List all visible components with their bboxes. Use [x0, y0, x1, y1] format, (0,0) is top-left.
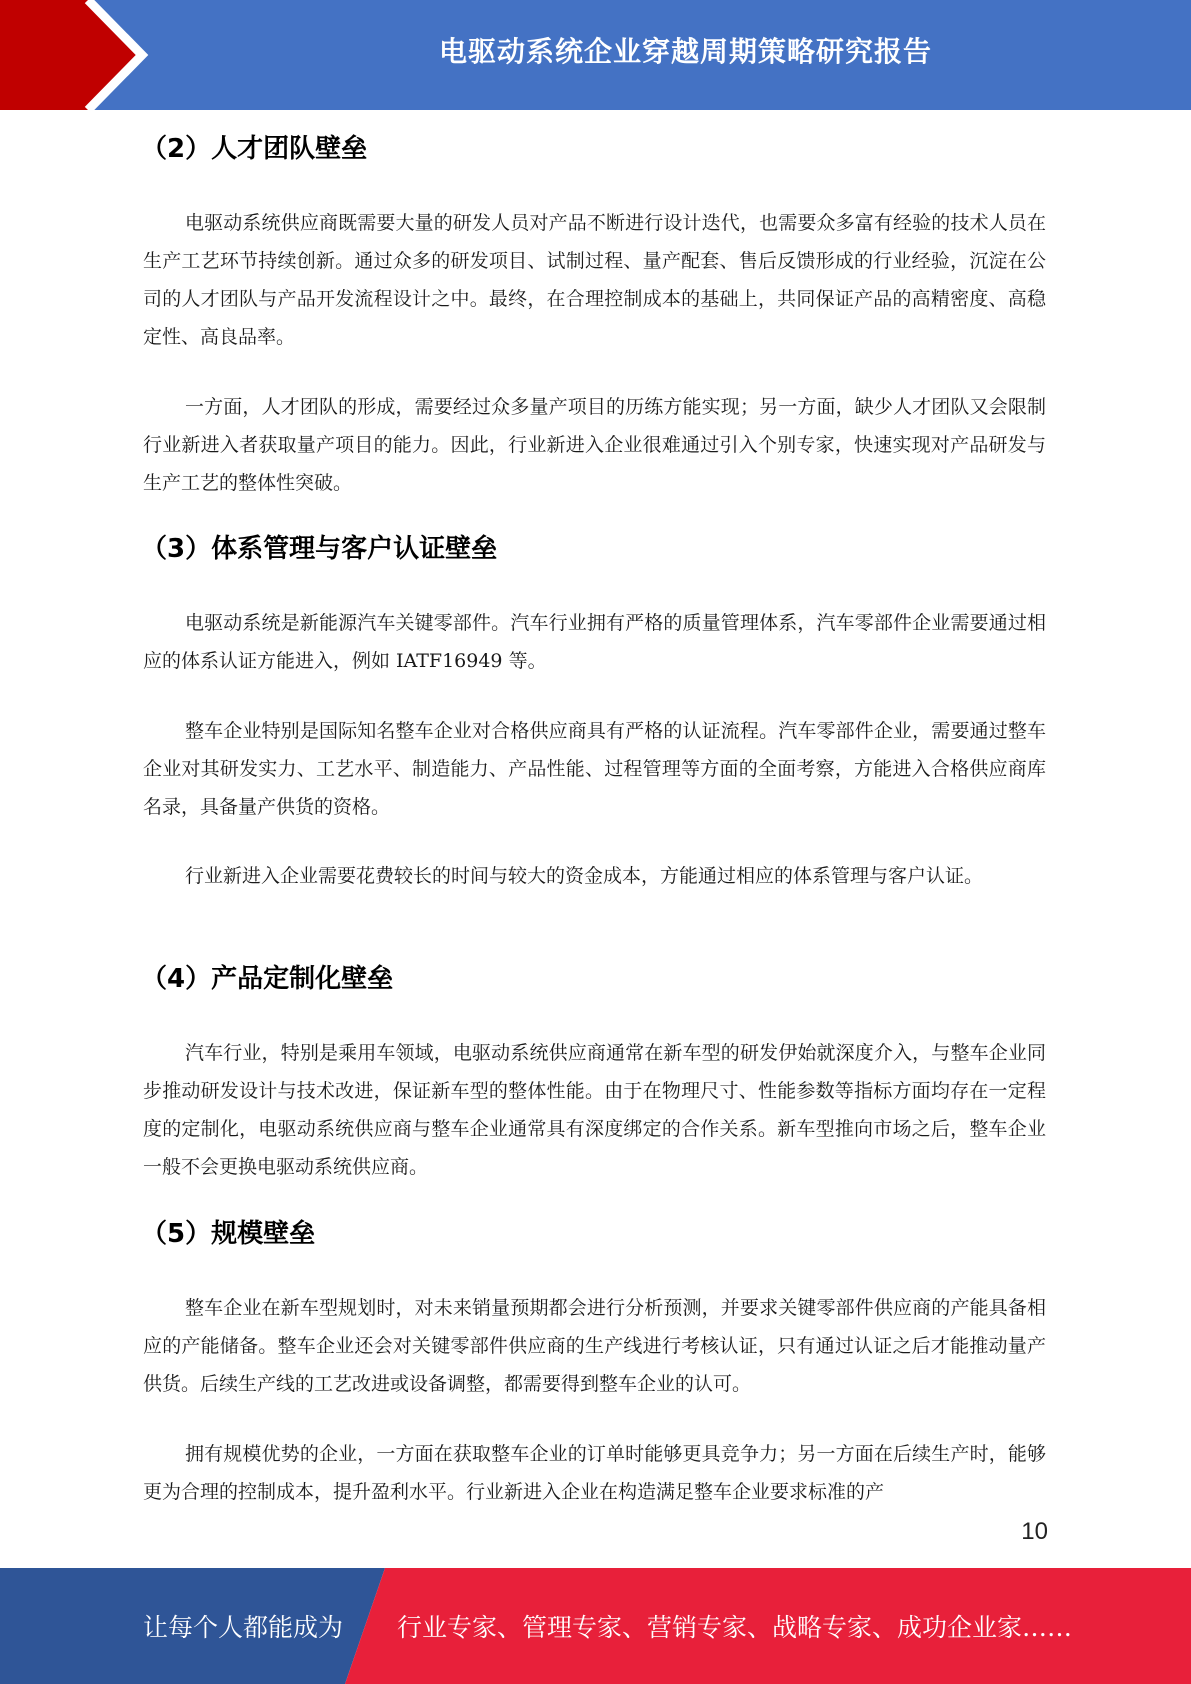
section-heading: （2）人才团队壁垒	[141, 134, 368, 164]
paragraph: 整车企业在新车型规划时，对未来销量预期都会进行分析预测，并要求关键零部件供应商的产能具备相应的产能储备。整车企业还会对关键零部件供应商的生产线进行考核认证，只有通过认证之后才能推动量产供货。后续生产线的工艺改进或设备调整，都需要得到整车企业的认可。	[143, 1297, 1046, 1395]
section-heading: （4）产品定制化壁垒	[141, 964, 394, 994]
paragraph: 行业新进入企业需要花费较长的时间与较大的资金成本，方能通过相应的体系管理与客户认证。	[185, 865, 984, 887]
footer-slogan-right: 行业专家、管理专家、营销专家、战略专家、成功企业家……	[397, 1613, 1073, 1642]
section-heading: （5）规模壁垒	[141, 1219, 316, 1249]
paragraph: 电驱动系统供应商既需要大量的研发人员对产品不断进行设计迭代，也需要众多富有经验的技术人员在生产工艺环节持续创新。通过众多的研发项目、试制过程、量产配套、售后反馈形成的行业经验，沉淀在公司的人才团队与产品开发流程设计之中。最终，在合理控制成本的基础上，共同保证产品的高精密度、高稳定性、高良品率。	[143, 212, 1046, 348]
paragraph: 电驱动系统是新能源汽车关键零部件。汽车行业拥有严格的质量管理体系，汽车零部件企业需要通过相应的体系认证方能进入，例如 IATF16949 等。	[143, 612, 1046, 672]
paragraph: 拥有规模优势的企业，一方面在获取整车企业的订单时能够更具竞争力；另一方面在后续生产时，能够更为合理的控制成本，提升盈利水平。行业新进入企业在构造满足整车企业要求标准的产	[143, 1443, 1046, 1503]
paragraph: 一方面，人才团队的形成，需要经过众多量产项目的历练方能实现；另一方面，缺少人才团队又会限制行业新进入者获取量产项目的能力。因此，行业新进入企业很难通过引入个别专家，快速实现对产品研发与生产工艺的整体性突破。	[143, 396, 1046, 494]
report-title: 电驱动系统企业穿越周期策略研究报告	[438, 35, 932, 68]
header-arrow-decoration	[0, 0, 160, 110]
page-header	[0, 0, 1191, 110]
paragraph: 汽车行业，特别是乘用车领域，电驱动系统供应商通常在新车型的研发伊始就深度介入，与整车企业同步推动研发设计与技术改进，保证新车型的整体性能。由于在物理尺寸、性能参数等指标方面均存在一定程度的定制化，电驱动系统供应商与整车企业通常具有深度绑定的合作关系。新车型推向市场之后，整车企业一般不会更换电驱动系统供应商。	[143, 1042, 1046, 1178]
page-footer	[0, 1568, 1191, 1684]
paragraph: 整车企业特别是国际知名整车企业对合格供应商具有严格的认证流程。汽车零部件企业，需要通过整车企业对其研发实力、工艺水平、制造能力、产品性能、过程管理等方面的全面考察，方能进入合格供应商库名录，具备量产供货的资格。	[143, 720, 1046, 818]
page-number: 10	[1021, 1518, 1048, 1545]
footer-slogan-left: 让每个人都能成为	[143, 1613, 344, 1642]
section-heading: （3）体系管理与客户认证壁垒	[141, 534, 498, 564]
